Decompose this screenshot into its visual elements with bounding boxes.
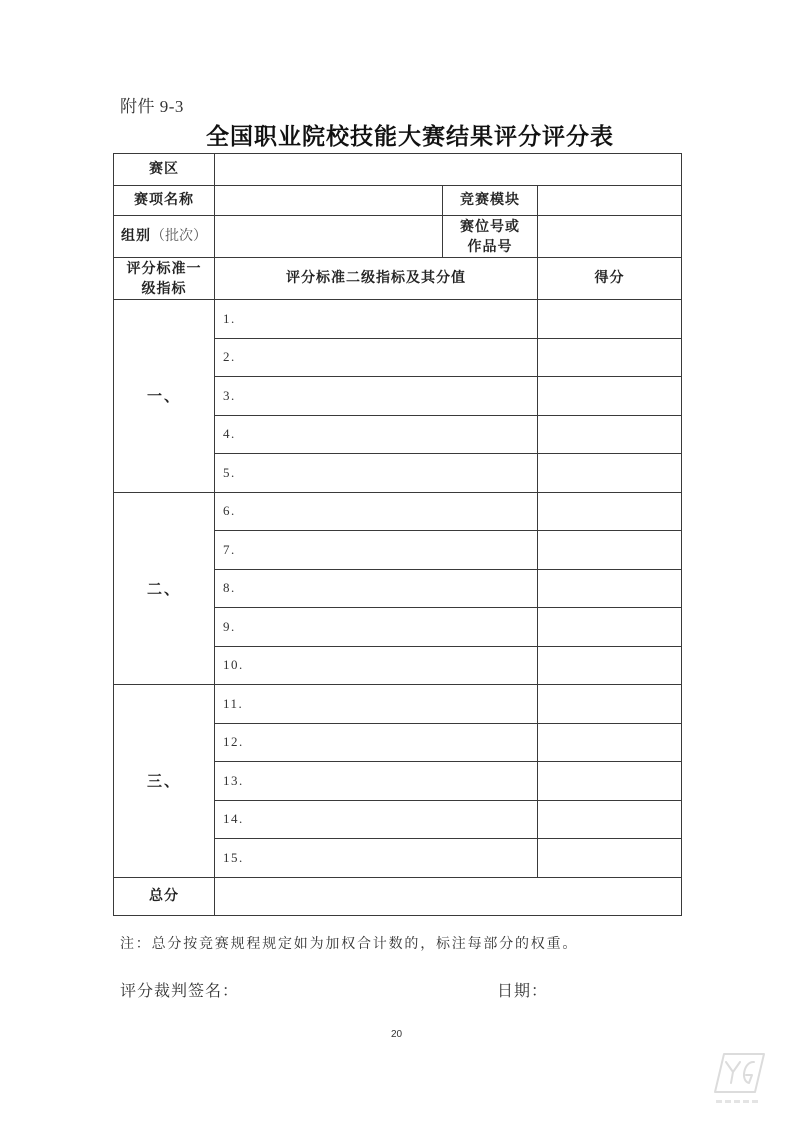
attachment-label: 附件 9-3 xyxy=(120,97,184,116)
group-label-1: 一、 xyxy=(114,300,215,493)
module-value-cell xyxy=(538,186,682,216)
region-row xyxy=(114,154,682,186)
criterion-cell: 9. xyxy=(215,608,538,647)
criterion-cell: 5. xyxy=(215,454,538,493)
total-label: 总分 xyxy=(114,877,215,915)
criterion-cell: 1. xyxy=(215,300,538,339)
level2-header: 评分标准二级指标及其分值 xyxy=(215,258,538,300)
date-label: 日期： xyxy=(497,983,549,1000)
seat-value-cell xyxy=(538,216,682,258)
score-cell xyxy=(538,454,682,493)
seat-label-line1: 赛位号或 xyxy=(460,218,520,235)
watermark-logo xyxy=(708,1050,768,1112)
group-label: 组别 xyxy=(121,228,151,244)
score-cell xyxy=(538,762,682,801)
level1-header-line2: 级指标 xyxy=(141,280,187,297)
group-label-2: 二、 xyxy=(114,492,215,685)
criterion-cell: 11. xyxy=(215,685,538,724)
criterion-cell: 14. xyxy=(215,800,538,839)
score-cell xyxy=(538,723,682,762)
score-cell xyxy=(538,300,682,339)
region-label: 赛区 xyxy=(114,154,215,186)
total-value-cell xyxy=(215,877,682,915)
column-header-row xyxy=(114,258,682,300)
criterion-cell: 7. xyxy=(215,531,538,570)
table-row xyxy=(114,685,682,724)
group-row xyxy=(114,216,682,258)
table-row xyxy=(114,492,682,531)
criterion-cell: 8. xyxy=(215,569,538,608)
criterion-cell: 10. xyxy=(215,646,538,685)
level1-header xyxy=(114,258,215,300)
event-name-label: 赛项名称 xyxy=(114,186,215,216)
level1-header-line1: 评分标准一 xyxy=(126,260,202,277)
score-cell xyxy=(538,338,682,377)
score-cell xyxy=(538,685,682,724)
group-value-cell xyxy=(215,216,443,258)
score-cell xyxy=(538,377,682,416)
group-label-3: 三、 xyxy=(114,685,215,878)
seat-label-cell xyxy=(443,216,538,258)
score-header: 得分 xyxy=(538,258,682,300)
score-cell xyxy=(538,415,682,454)
score-cell xyxy=(538,569,682,608)
footnote: 注：总分按竞赛规程规定如为加权合计数的，标注每部分的权重。 xyxy=(120,937,579,952)
criterion-cell: 13. xyxy=(215,762,538,801)
group-label-note: （批次） xyxy=(151,229,207,244)
table-row xyxy=(114,300,682,339)
signature-label: 评分裁判签名： xyxy=(120,983,240,1000)
criterion-cell: 6. xyxy=(215,492,538,531)
total-row xyxy=(114,877,682,915)
seat-label-line2: 作品号 xyxy=(467,238,513,255)
criterion-cell: 12. xyxy=(215,723,538,762)
score-cell xyxy=(538,839,682,878)
form-title: 全国职业院校技能大赛结果评分评分表 xyxy=(206,124,614,150)
score-cell xyxy=(538,531,682,570)
criterion-cell: 4. xyxy=(215,415,538,454)
event-name-value-cell xyxy=(215,186,443,216)
criterion-cell: 15. xyxy=(215,839,538,878)
module-label: 竞赛模块 xyxy=(443,186,538,216)
criterion-cell: 3. xyxy=(215,377,538,416)
group-label-cell xyxy=(114,216,215,258)
score-cell xyxy=(538,800,682,839)
region-value-cell xyxy=(215,154,682,186)
score-cell xyxy=(538,608,682,647)
score-cell xyxy=(538,646,682,685)
score-cell xyxy=(538,492,682,531)
event-row xyxy=(114,186,682,216)
scoring-table xyxy=(113,153,682,916)
criterion-cell: 2. xyxy=(215,338,538,377)
page-number: 20 xyxy=(390,1029,403,1040)
